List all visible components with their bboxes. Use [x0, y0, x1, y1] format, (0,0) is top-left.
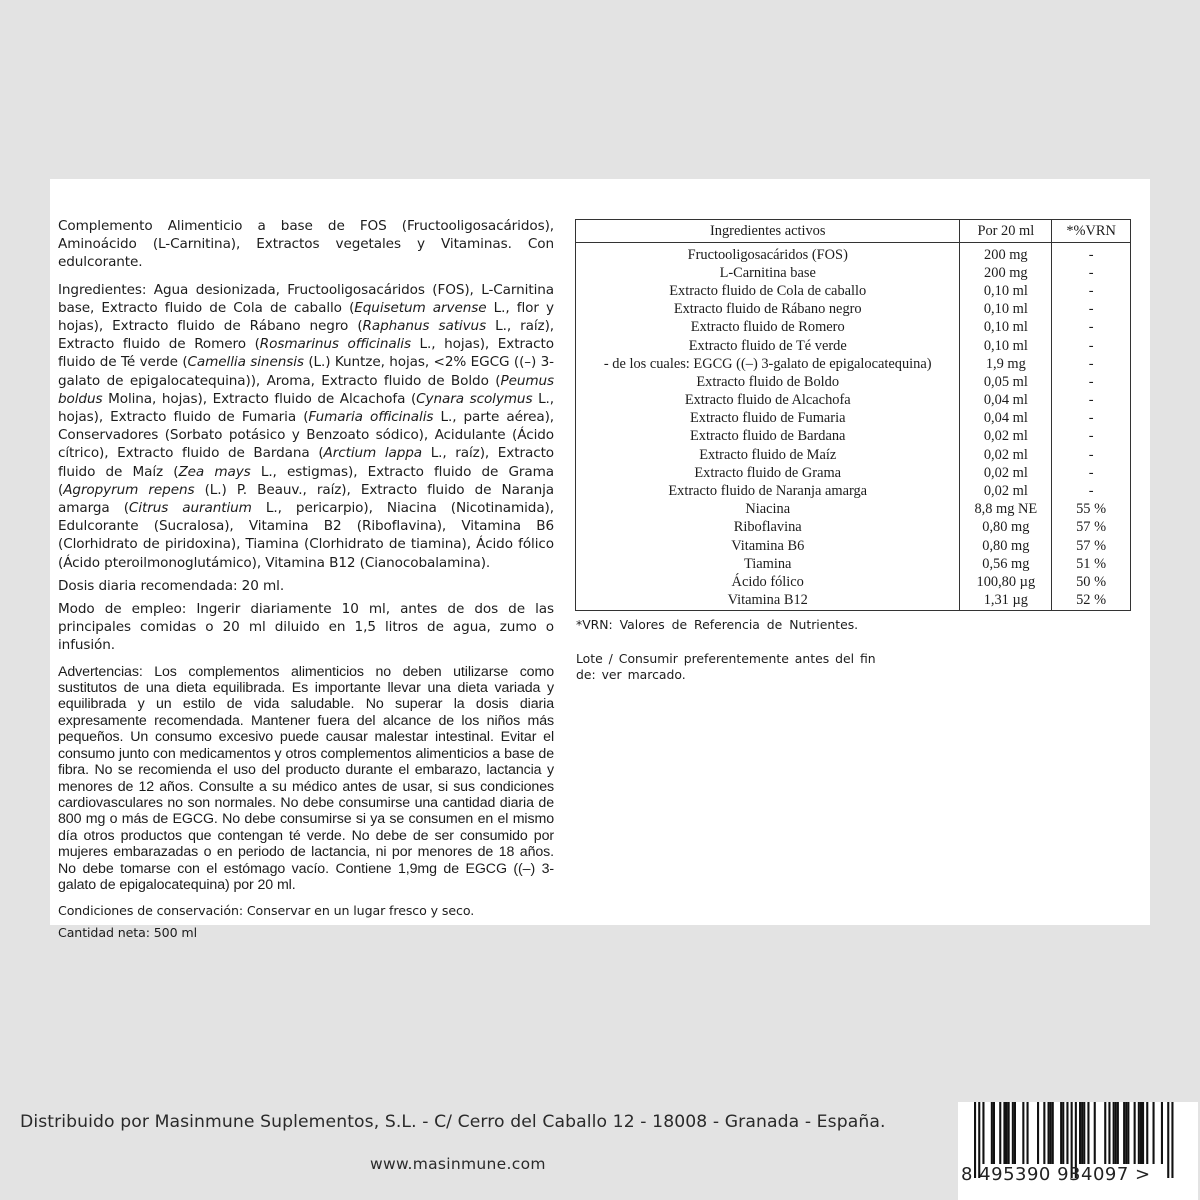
label-text-column	[58, 217, 554, 941]
amount-per-dose: 1,9 mg	[960, 355, 1052, 373]
ingredients-paragraph	[58, 281, 554, 572]
label-panel	[50, 179, 1150, 941]
ingredient-name: Extracto fluido de Té verde	[576, 337, 960, 355]
barcode-bar	[1125, 1102, 1127, 1164]
table-row	[576, 464, 1131, 482]
barcode-bar	[1048, 1102, 1050, 1164]
ingredients-text: L., raíz), Extracto fluido de Maíz (	[58, 445, 555, 480]
barcode-bar	[1108, 1102, 1110, 1164]
barcode-bar	[1060, 1102, 1062, 1164]
amount-per-dose: 0,10 ml	[960, 319, 1052, 337]
active-ingredients-table	[575, 219, 1131, 611]
botanical-name: Citrus aurantium	[128, 500, 252, 517]
barcode-bar	[999, 1102, 1001, 1164]
vrn-percent: -	[1052, 243, 1131, 265]
vrn-percent: 57 %	[1052, 519, 1131, 537]
barcode-bar	[1043, 1102, 1045, 1164]
ingredient-name: Extracto fluido de Maíz	[576, 446, 960, 464]
barcode-bar	[1094, 1102, 1096, 1164]
botanical-name: Raphanus sativus	[362, 318, 487, 335]
table-row	[576, 519, 1131, 537]
amount-per-dose: 0,80 mg	[960, 519, 1052, 537]
ingredient-name: Extracto fluido de Grama	[576, 464, 960, 482]
ingredients-text: (L.) P. Beauv., raíz), Extracto fluido de Naranja amarga (	[58, 481, 554, 517]
amount-per-dose: 0,56 mg	[960, 555, 1052, 573]
barcode-bar	[1146, 1102, 1148, 1164]
amount-per-dose: 0,10 ml	[960, 337, 1052, 355]
barcode-bar	[1037, 1102, 1039, 1164]
ingredients-text: L., flor y hojas), Extracto fluido de Rábano negro (	[58, 299, 554, 335]
amount-per-dose: 0,10 ml	[960, 282, 1052, 300]
botanical-name: Fumaria officinalis	[308, 409, 434, 426]
product-intro: Complemento Alimenticio a base de FOS (Fructooligosacáridos), Aminoácido (L-Carnitina), Extractos vegetales y Vitaminas. Con edulcorante.	[58, 218, 554, 271]
barcode-bar	[1167, 1102, 1169, 1178]
usage-instructions: Modo de empleo: Ingerir diariamente 10 ml, antes de dos de las principales comidas o 20 ml diluido en 1,5 litros de agua, zumo o infusión.	[58, 601, 554, 654]
amount-per-dose: 0,02 ml	[960, 428, 1052, 446]
ingredient-name: Extracto fluido de Bardana	[576, 428, 960, 446]
table-row	[576, 573, 1131, 591]
barcode-bar	[1104, 1102, 1106, 1164]
botanical-name: Agropyrum repens	[63, 481, 195, 498]
barcode-bar	[1022, 1102, 1024, 1164]
header-ingredient: Ingredientes activos	[576, 220, 960, 243]
ingredient-name: Extracto fluido de Naranja amarga	[576, 482, 960, 500]
barcode-number: 8 495390 934097 >	[961, 1164, 1151, 1185]
ingredient-name: Fructooligosacáridos (FOS)	[576, 243, 960, 265]
amount-per-dose: 0,80 mg	[960, 537, 1052, 555]
vrn-percent: -	[1052, 464, 1131, 482]
barcode-bar	[1079, 1102, 1081, 1164]
barcode-bar	[1142, 1102, 1144, 1164]
barcode-bar	[1012, 1102, 1014, 1164]
ingredient-name: Extracto fluido de Boldo	[576, 373, 960, 391]
barcode-bar	[1117, 1102, 1119, 1164]
ingredient-name: Riboflavina	[576, 519, 960, 537]
botanical-name: Rosmarinus officinalis	[259, 336, 411, 353]
warnings: Advertencias: Los complementos alimenticios no deben utilizarse como sustitutos de una dieta equilibrada. Es importante llevar una dieta variada y equilibrada y un estilo de vida saludable. No superar la dosis diaria expresamente recomendada. Mantener fuera del alcance de los niños más pequeños. Un consumo excesivo puede causar malestar intestinal. Evitar el consumo junto con medicamentos y otros complementos alimenticios a base de fibra. No se recomienda el uso del producto durante el embarazo, lactancia y menores de 12 años. Consulte a su médico antes de usar, si sus condiciones cardiovasculares no son normales. No debe consumirse una cantidad diaria de 800 mg o más de EGCG. No debe consumirse si ya se consumen en el mismo día otros productos que contengan té verde. No debe de ser consumido por mujeres embarazadas o en periodo de lactancia, ni por menores de 18 años. No debe tomarse con el estómago vacío. Contiene 1,9mg de EGCG ((–) 3-galato de epigalocatequina) por 20 ml.	[58, 663, 554, 893]
amount-per-dose: 0,02 ml	[960, 464, 1052, 482]
ingredients-text: Molina, hojas), Extracto fluido de Alcachofa (	[102, 390, 417, 407]
ingredients-text: L., hojas), Extracto fluido de Fumaria (	[58, 390, 554, 426]
barcode-bar	[1171, 1102, 1173, 1178]
barcode-bar	[1003, 1102, 1005, 1164]
ingredient-name: Tiamina	[576, 555, 960, 573]
table-row	[576, 446, 1131, 464]
amount-per-dose: 0,04 ml	[960, 392, 1052, 410]
vrn-percent: 55 %	[1052, 501, 1131, 519]
barcode-bar	[1134, 1102, 1136, 1164]
amount-per-dose: 200 mg	[960, 264, 1052, 282]
barcode-bar	[1127, 1102, 1129, 1164]
barcode-bar	[1052, 1102, 1054, 1164]
amount-per-dose: 0,05 ml	[960, 373, 1052, 391]
vrn-percent: -	[1052, 428, 1131, 446]
botanical-name: Zea mays	[178, 463, 251, 480]
vrn-percent: 57 %	[1052, 537, 1131, 555]
storage-conditions: Condiciones de conservación: Conservar en un lugar fresco y seco.	[58, 903, 475, 919]
amount-per-dose: 200 mg	[960, 243, 1052, 265]
ingredient-name: Extracto fluido de Fumaria	[576, 410, 960, 428]
barcode-bar	[982, 1102, 984, 1164]
ingredient-name: Niacina	[576, 501, 960, 519]
ingredient-name: Ácido fólico	[576, 573, 960, 591]
ingredients-text: L., pericarpio), Niacina (Nicotinamida), Edulcorante (Sucralosa), Vitamina B2 (Riboflavina), Vitamina B6 (Clorhidrato de piridoxina), Tiamina (Clorhidrato de tiamina), Ácido fólico (Ácido pteroilmonoglutámico), Vitamina B12 (Cianocobalamina).	[58, 500, 554, 571]
amount-per-dose: 0,02 ml	[960, 446, 1052, 464]
amount-per-dose: 0,04 ml	[960, 410, 1052, 428]
ingredient-name: Extracto fluido de Alcachofa	[576, 392, 960, 410]
barcode-bar	[1062, 1102, 1064, 1164]
header-vrn: *%VRN	[1052, 220, 1131, 243]
ingredients-text: L., parte aérea), Conservadores (Sorbato potásico y Benzoato sódico), Acidulante (Ácido cítrico), Extracto fluido de Bardana (	[58, 409, 554, 462]
barcode-bar	[1014, 1102, 1016, 1164]
vrn-percent: -	[1052, 410, 1131, 428]
barcode-bar	[1115, 1102, 1117, 1164]
barcode-bar	[1113, 1102, 1115, 1164]
vrn-percent: -	[1052, 355, 1131, 373]
table-row	[576, 243, 1131, 265]
vrn-percent: 52 %	[1052, 592, 1131, 611]
ingredient-name: Extracto fluido de Cola de caballo	[576, 282, 960, 300]
table-row	[576, 482, 1131, 500]
amount-per-dose: 0,02 ml	[960, 482, 1052, 500]
table-body	[576, 243, 1131, 611]
distributor-address: Distribuido por Masinmune Suplementos, S.L. - C/ Cerro del Caballo 12 - 18008 - Granada - España.	[20, 1112, 886, 1132]
botanical-name: Equisetum arvense	[354, 299, 487, 316]
barcode-bar	[1138, 1102, 1140, 1164]
table-header-row	[576, 220, 1131, 243]
lot-note: Lote / Consumir preferentemente antes del fin de: ver marcado.	[576, 651, 876, 682]
barcode-bar	[1006, 1102, 1008, 1164]
barcode-bar	[1050, 1102, 1052, 1164]
vrn-note: *VRN: Valores de Referencia de Nutrientes.	[576, 617, 859, 632]
vrn-percent: -	[1052, 482, 1131, 500]
table-row	[576, 392, 1131, 410]
header-per-dose: Por 20 ml	[960, 220, 1052, 243]
botanical-name: Camellia sinensis	[187, 354, 304, 371]
vrn-percent: -	[1052, 392, 1131, 410]
net-quantity: Cantidad neta: 500 ml	[58, 925, 197, 941]
vrn-percent: -	[1052, 319, 1131, 337]
ingredients-text: Ingredientes: Agua desionizada, Fructooligosacáridos (FOS), L-Carnitina base, Extracto fluido de Cola de caballo (	[58, 281, 554, 316]
barcode-bar	[1008, 1102, 1010, 1164]
barcode-bar	[991, 1102, 993, 1164]
table-row	[576, 337, 1131, 355]
botanical-name: Peumus boldus	[58, 372, 554, 407]
vrn-percent: -	[1052, 446, 1131, 464]
ingredient-name: Vitamina B12	[576, 592, 960, 611]
ingredient-name: Extracto fluido de Rábano negro	[576, 301, 960, 319]
table-row	[576, 319, 1131, 337]
table-row	[576, 537, 1131, 555]
barcode-bar	[1081, 1102, 1083, 1164]
barcode-bar	[1087, 1102, 1089, 1164]
table-row	[576, 301, 1131, 319]
vrn-percent: -	[1052, 282, 1131, 300]
ingredients-text: (L.) Kuntze, hojas, <2% EGCG ((–) 3-galato de epigalocatequina)), Aroma, Extracto fluido de Boldo (	[58, 354, 554, 389]
barcode-bar	[1153, 1102, 1155, 1164]
amount-per-dose: 0,10 ml	[960, 301, 1052, 319]
vrn-percent: -	[1052, 373, 1131, 391]
ingredient-name: Vitamina B6	[576, 537, 960, 555]
table-row	[576, 410, 1131, 428]
table-row	[576, 592, 1131, 611]
vrn-percent: 50 %	[1052, 573, 1131, 591]
table-row	[576, 264, 1131, 282]
botanical-name: Arctium lappa	[323, 445, 423, 462]
website-link[interactable]: www.masinmune.com	[370, 1155, 546, 1173]
botanical-name: Cynara scolymus	[416, 390, 533, 407]
vrn-percent: 51 %	[1052, 555, 1131, 573]
barcode-bar	[1161, 1102, 1163, 1164]
table-row	[576, 373, 1131, 391]
table-row	[576, 282, 1131, 300]
barcode-bar	[993, 1102, 995, 1164]
vrn-percent: -	[1052, 301, 1131, 319]
table-row	[576, 555, 1131, 573]
ingredient-name: - de los cuales: EGCG ((–) 3-galato de epigalocatequina)	[576, 355, 960, 373]
ingredients-text: L., raíz), Extracto fluido de Romero (	[58, 318, 555, 353]
ingredients-text: L., hojas), Extracto fluido de Té verde (	[58, 336, 554, 371]
amount-per-dose: 100,80 µg	[960, 573, 1052, 591]
daily-dose: Dosis diaria recomendada: 20 ml.	[58, 577, 285, 594]
table-row	[576, 501, 1131, 519]
ingredient-name: L-Carnitina base	[576, 264, 960, 282]
barcode-bar	[1140, 1102, 1142, 1164]
vrn-percent: -	[1052, 264, 1131, 282]
ingredients-text: L., estigmas), Extracto fluido de Grama (	[58, 463, 555, 498]
vrn-percent: -	[1052, 337, 1131, 355]
barcode-bar	[1066, 1102, 1068, 1164]
table-row	[576, 428, 1131, 446]
amount-per-dose: 8,8 mg NE	[960, 501, 1052, 519]
barcode-bar	[1083, 1102, 1085, 1164]
barcode-bar	[1027, 1102, 1029, 1164]
table-row	[576, 355, 1131, 373]
ingredient-name: Extracto fluido de Romero	[576, 319, 960, 337]
barcode	[958, 1102, 1198, 1200]
amount-per-dose: 1,31 µg	[960, 592, 1052, 611]
barcode-bar	[1123, 1102, 1125, 1164]
